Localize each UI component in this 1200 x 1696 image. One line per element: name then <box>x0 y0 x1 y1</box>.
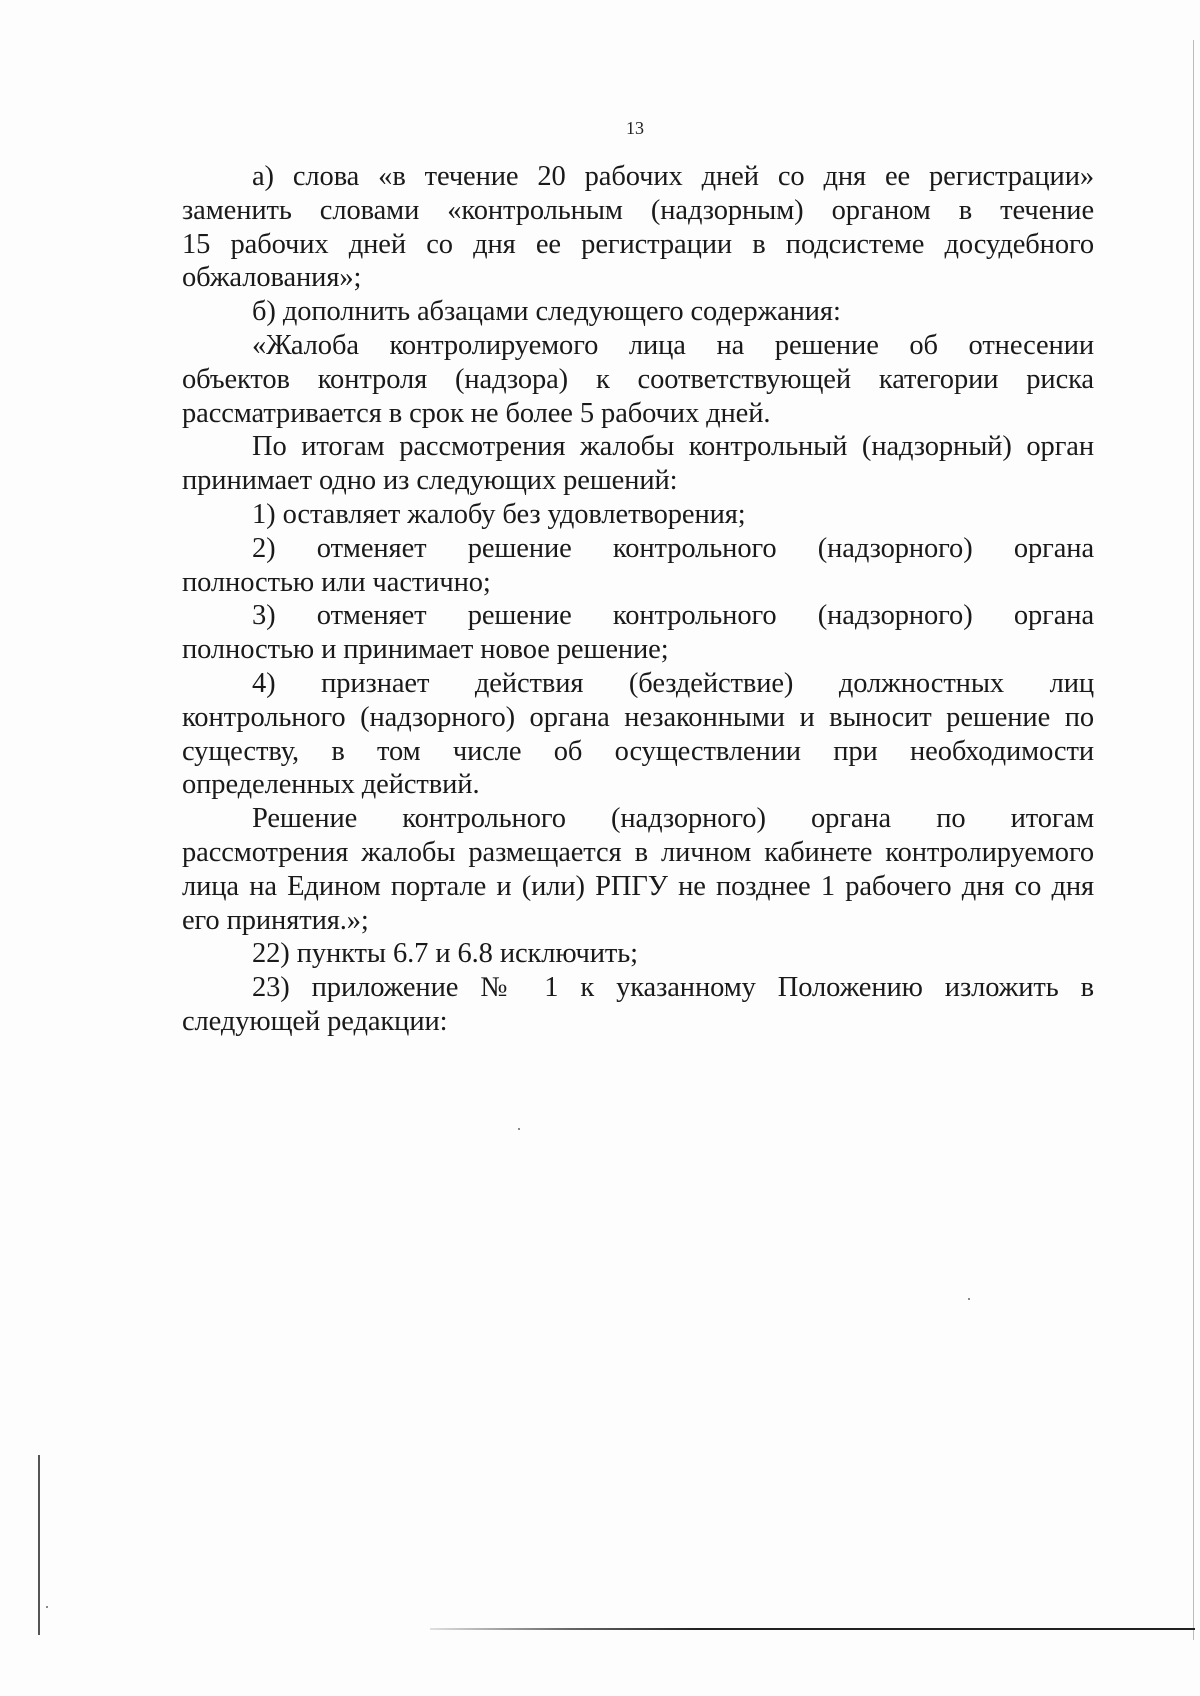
text-line: заменить словами «контрольным (надзорным) органом в течение <box>182 194 1094 226</box>
text-line: объектов контроля (надзора) к соответствующей категории риска <box>182 363 1094 395</box>
text-line: 3) отменяет решение контрольного (надзорного) органа <box>252 600 1094 632</box>
scan-speck <box>46 1606 48 1608</box>
text-line: 15 рабочих дней со дня ее регистрации в подсистеме досудебного <box>182 228 1094 260</box>
scan-speck <box>518 1128 520 1130</box>
text-line: рассматривается в срок не более 5 рабочих дней. <box>182 397 771 429</box>
text-line: 2) отменяет решение контрольного (надзорного) органа <box>252 532 1094 564</box>
scan-edge-left <box>38 1455 40 1635</box>
scan-speck <box>968 1298 970 1300</box>
text-line: 1) оставляет жалобу без удовлетворения; <box>252 498 746 530</box>
text-line: Решение контрольного (надзорного) органа по итогам <box>252 803 1094 835</box>
text-line: 23) приложение № 1 к указанному Положению изложить в <box>252 972 1094 1004</box>
text-line: существу, в том числе об осуществлении при необходимости <box>182 735 1094 767</box>
scan-edge-bottom <box>430 1628 1195 1630</box>
text-line: б) дополнить абзацами следующего содержания: <box>252 296 841 328</box>
page-number: 13 <box>626 118 644 138</box>
text-line: рассмотрения жалобы размещается в личном кабинете контролируемого <box>182 836 1094 868</box>
text-line: принимает одно из следующих решений: <box>182 465 678 497</box>
text-line: контрольного (надзорного) органа незаконными и выносит решение по <box>182 701 1094 733</box>
text-line: лица на Едином портале и (или) РПГУ не позднее 1 рабочего дня со дня <box>182 870 1094 902</box>
scan-edge-right <box>1193 40 1194 1640</box>
text-line: обжалования»; <box>182 262 362 294</box>
text-line: 4) признает действия (бездействие) должностных лиц <box>252 667 1094 699</box>
text-line: определенных действий. <box>182 769 480 801</box>
text-line: а) слова «в течение 20 рабочих дней со дня ее регистрации» <box>252 161 1094 192</box>
text-line: «Жалоба контролируемого лица на решение об отнесении <box>252 329 1094 361</box>
text-line: 22) пункты 6.7 и 6.8 исключить; <box>252 938 638 970</box>
document-body <box>182 160 1094 1039</box>
text-line: полностью или частично; <box>182 566 491 598</box>
text-line: его принятия.»; <box>182 904 369 936</box>
text-line: По итогам рассмотрения жалобы контрольный (надзорный) орган <box>252 431 1094 463</box>
text-line: следующей редакции: <box>182 1005 448 1037</box>
text-line: полностью и принимает новое решение; <box>182 634 669 666</box>
